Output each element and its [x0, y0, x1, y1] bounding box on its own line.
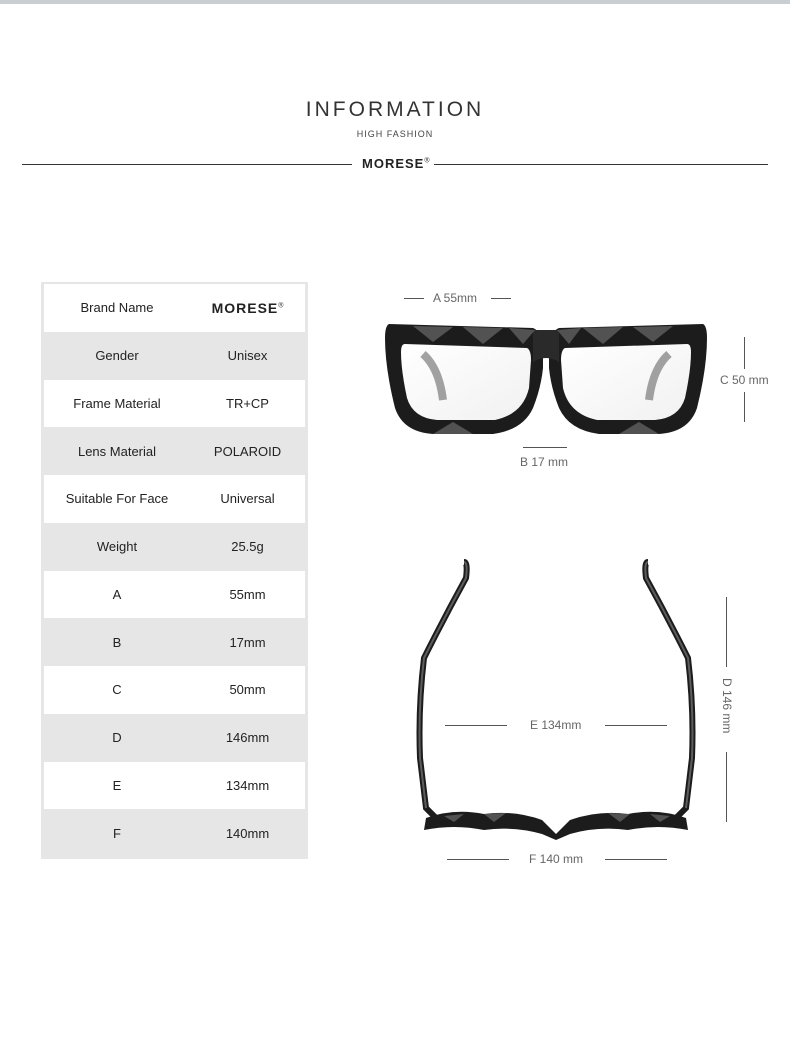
spec-row [44, 618, 305, 666]
spec-label: Gender [95, 348, 139, 364]
spec-value: 50mm [229, 682, 266, 698]
dimension-f-arrow-right [605, 859, 667, 860]
dimension-b-label: B 17 mm [520, 455, 569, 469]
spec-value: 17mm [229, 634, 266, 650]
dimension-a-arrow-right [491, 298, 511, 299]
spec-label: A [112, 586, 122, 602]
spec-value: 55mm [229, 586, 266, 602]
spec-label: F [113, 825, 121, 841]
spec-row [44, 332, 305, 380]
dimension-c-label: C 50 mm [720, 373, 769, 387]
dimension-e-label: E 134mm [530, 718, 582, 732]
spec-table [41, 282, 308, 859]
registered-mark: ® [424, 157, 431, 165]
spec-value: 25.5g [231, 539, 264, 555]
spec-label: Frame Material [73, 395, 161, 411]
spec-label: Lens Material [77, 443, 157, 459]
spec-row [44, 475, 305, 523]
dimension-c-arrow-bottom [744, 392, 745, 422]
divider-left [22, 164, 352, 165]
dimension-b-arrow [523, 447, 567, 448]
glasses-front-view [383, 318, 709, 440]
spec-value: 140mm [225, 825, 270, 841]
dimension-a-arrow-left [404, 298, 424, 299]
dimension-d-arrow-bottom [726, 752, 727, 822]
dimension-f-arrow-left [447, 859, 509, 860]
page-subtitle: HIGH FASHION [356, 129, 434, 139]
brand-logo-text: MORESE [362, 156, 425, 171]
spec-label: Brand Name [80, 300, 154, 316]
dimension-a-label: A 55mm [433, 291, 478, 305]
spec-value [190, 300, 305, 316]
spec-label: Suitable For Face [65, 491, 169, 507]
spec-label: C [112, 682, 122, 698]
spec-row [44, 523, 305, 571]
spec-label: B [112, 634, 122, 650]
dimension-d-label: D 146 mm [720, 678, 734, 734]
dimension-f-label: F 140 mm [529, 852, 584, 866]
brand-logo [362, 156, 431, 171]
glasses-top-view [414, 558, 704, 848]
spec-row [44, 380, 305, 428]
spec-row [44, 809, 305, 857]
spec-value: 146mm [225, 730, 270, 746]
spec-value: Universal [220, 491, 275, 507]
dimension-e-arrow-left [445, 725, 507, 726]
top-border [0, 0, 790, 4]
dimension-d-arrow-top [726, 597, 727, 667]
spec-value: Unisex [227, 348, 268, 364]
spec-label: D [112, 730, 122, 746]
spec-row [44, 284, 305, 332]
spec-row [44, 762, 305, 810]
spec-label: Weight [96, 539, 138, 555]
spec-value: 134mm [225, 777, 270, 793]
spec-value: TR+CP [226, 395, 269, 411]
registered-mark: ® [278, 302, 284, 310]
spec-row [44, 666, 305, 714]
dimension-c-arrow-top [744, 337, 745, 369]
spec-row [44, 714, 305, 762]
spec-label: E [112, 777, 122, 793]
spec-row [44, 571, 305, 619]
spec-row [44, 427, 305, 475]
divider-right [434, 164, 768, 165]
page-title: INFORMATION [305, 98, 485, 121]
brand-name-logo: MORESE [211, 299, 279, 316]
spec-value: POLAROID [213, 443, 282, 459]
dimension-e-arrow-right [605, 725, 667, 726]
